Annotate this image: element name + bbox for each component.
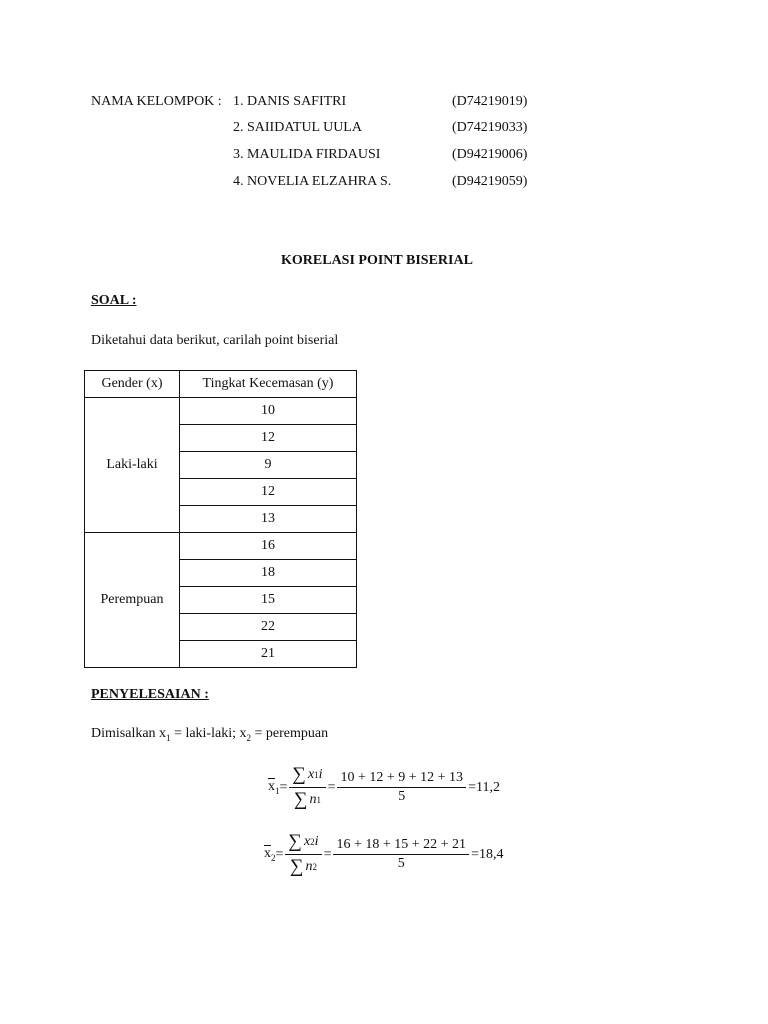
soal-heading: SOAL : bbox=[91, 293, 137, 308]
table-cell: 15 bbox=[180, 587, 357, 614]
value-fraction: $\frac{16 + 18 + 15 + 22 + 21}{5}$ bbox=[333, 837, 469, 872]
table-cell: 13 bbox=[180, 506, 357, 533]
data-table bbox=[84, 370, 357, 668]
mean-result: 11,2 bbox=[475, 779, 500, 795]
mean-equation-1: $\overline{x}_1$ = ∑ x 1 i ∑ n 1 = $\frac{10 + 12 + 9 + 12 + 13}{5}$ = 11,2 bbox=[268, 764, 500, 810]
member-name-2: 2. SAIIDATUL UULA bbox=[233, 120, 362, 135]
document-title: KORELASI POINT BISERIAL bbox=[281, 253, 473, 268]
table-cell: 10 bbox=[180, 398, 357, 425]
table-row bbox=[85, 533, 357, 560]
table-cell: 22 bbox=[180, 614, 357, 641]
group-label-female: Perempuan bbox=[85, 533, 180, 668]
table-cell: 21 bbox=[180, 641, 357, 668]
member-name-4: 4. NOVELIA ELZAHRA S. bbox=[233, 174, 392, 189]
table-header-row bbox=[85, 371, 357, 398]
member-id-2: (D74219033) bbox=[452, 120, 528, 135]
member-id-1: (D74219019) bbox=[452, 94, 528, 109]
sum-fraction: ∑ x 1 i ∑ n 1 bbox=[289, 764, 325, 811]
mean-symbol: $\overline{x}_1$ bbox=[268, 779, 280, 796]
table-cell: 12 bbox=[180, 425, 357, 452]
table-cell: 12 bbox=[180, 479, 357, 506]
header-gender: Gender (x) bbox=[85, 371, 180, 398]
sum-fraction: ∑ x 2 i ∑ n 2 bbox=[285, 831, 321, 878]
group-label: NAMA KELOMPOK : bbox=[91, 94, 222, 109]
soal-text: Diketahui data berikut, carilah point biserial bbox=[91, 333, 339, 348]
table-cell: 9 bbox=[180, 452, 357, 479]
group-label-male: Laki-laki bbox=[85, 398, 180, 533]
table-cell: 16 bbox=[180, 533, 357, 560]
table-cell: 18 bbox=[180, 560, 357, 587]
member-name-3: 3. MAULIDA FIRDAUSI bbox=[233, 147, 381, 162]
member-id-3: (D94219006) bbox=[452, 147, 528, 162]
header-anxiety: Tingkat Kecemasan (y) bbox=[180, 371, 357, 398]
mean-symbol: $\overline{x}_2$ bbox=[264, 846, 276, 863]
penyelesaian-heading: PENYELESAIAN : bbox=[91, 687, 209, 702]
value-fraction: $\frac{10 + 12 + 9 + 12 + 13}{5}$ bbox=[337, 770, 466, 805]
substitution-note: Dimisalkan $x_1$ = laki-laki; $x_2$ = perempuan bbox=[91, 726, 329, 743]
mean-equation-2: $\overline{x}_2$ = ∑ x 2 i ∑ n 2 = $\frac{16 + 18 + 15 + 22 + 21}{5}$ = 18,4 bbox=[264, 831, 504, 877]
member-name-1: 1. DANIS SAFITRI bbox=[233, 94, 347, 109]
member-id-4: (D94219059) bbox=[452, 174, 528, 189]
mean-result: 18,4 bbox=[478, 846, 504, 862]
table-row bbox=[85, 398, 357, 425]
